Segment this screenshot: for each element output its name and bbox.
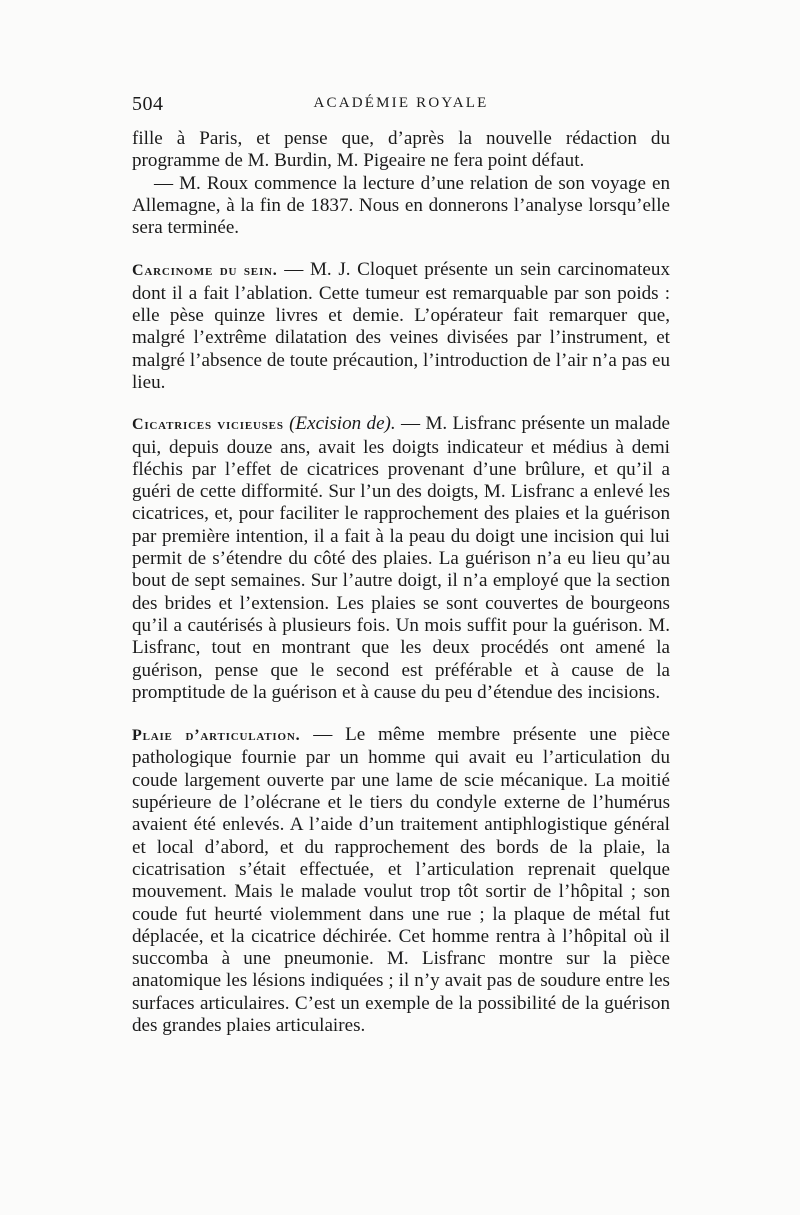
section-text: — M. Lisfranc présente un malade qui, depuis douze ans, avait les doigts indicateur et médius à demi fléchis par l’effet de cicatrices provenant d’une brûlure, et qu’il a guéri de cette difformité. Sur l’un des doigts, M. Lisfranc a enlevé les cicatrices, et, pour faciliter le rapprochement des plaies et la guérison par première intention, il a fait à la peau du doigt une incision qui lui permit de s’étendre du côté des plaies. La guérison n’a eu lieu qu’au bout de sept semaines. Sur l’autre doigt, il n’a employé que la section des brides et l’extension. Les plaies se sont couvertes de bourgeons qu’il a cautérisés à plusieurs fois. Un mois suffit pour la guérison. M. Lisfranc, tout en montrant que les deux procédés ont amené la guérison, pense que le second est préférable et à cause de la promptitude de la guérison et à cause du peu d’étendue des incisions.: [132, 413, 670, 703]
running-head: ACADÉMIE ROYALE: [313, 95, 489, 111]
paragraph-roux: — M. Roux commence la lecture d’une relation de son voyage en Allemagne, à la fin de 1837. Nous en donnerons l’analyse lorsqu’elle sera terminée.: [132, 172, 670, 239]
page-number: 504: [132, 93, 164, 115]
section-plaie: [132, 724, 670, 1037]
page-header: [132, 93, 670, 123]
section-heading: Carcinome du sein.: [132, 262, 278, 280]
section-text: — M. J. Cloquet présente un sein carcinomateux dont il a fait l’ablation. Cette tumeur est remarquable par son poids : elle pèse quinze livres et demie. L’opérateur fait remarquer que, malgré l’extrême dilatation des veines divisées par l’instrument, et malgré l’absence de toute précaution, l’introduction de l’air n’a pas eu lieu.: [132, 259, 670, 393]
section-carcinome: [132, 259, 670, 394]
section-subheading: (Excision de).: [289, 413, 396, 435]
paragraph-continuation: fille à Paris, et pense que, d’après la nouvelle rédaction du programme de M. Burdin, M. Pigeaire ne fera point défaut.: [132, 128, 670, 172]
section-text: — Le même membre présente une pièce pathologique fournie par un homme qui avait eu l’articulation du coude largement ouverte par une lame de scie mécanique. La moitié supérieure de l’olécrane et le tiers du condyle externe de l’humérus avaient été enlevés. A l’aide d’un traitement antiphlogistique général et local d’abord, et du rapprochement des bords de la plaie, la cicatrisation s’était effectuée, et l’articulation reprenait quelque mouvement. Mais le malade voulut trop tôt sortir de l’hôpital ; son coude fut heurté violemment dans une rue ; la plaque de métal fut déplacée, et la cicatrice déchirée. Cet homme rentra à l’hôpital où il succomba à une pneumonie. M. Lisfranc montre sur la pièce anatomique les lésions indiquées ; il n’y avait pas de soudure entre les surfaces articulaires. C’est un exemple de la possibilité de la guérison des grandes plaies articulaires.: [132, 724, 670, 1036]
section-cicatrices: [132, 413, 670, 704]
page-body: [132, 128, 670, 1037]
section-heading: Plaie d’articulation.: [132, 727, 301, 745]
section-heading: Cicatrices vicieuses: [132, 416, 284, 434]
